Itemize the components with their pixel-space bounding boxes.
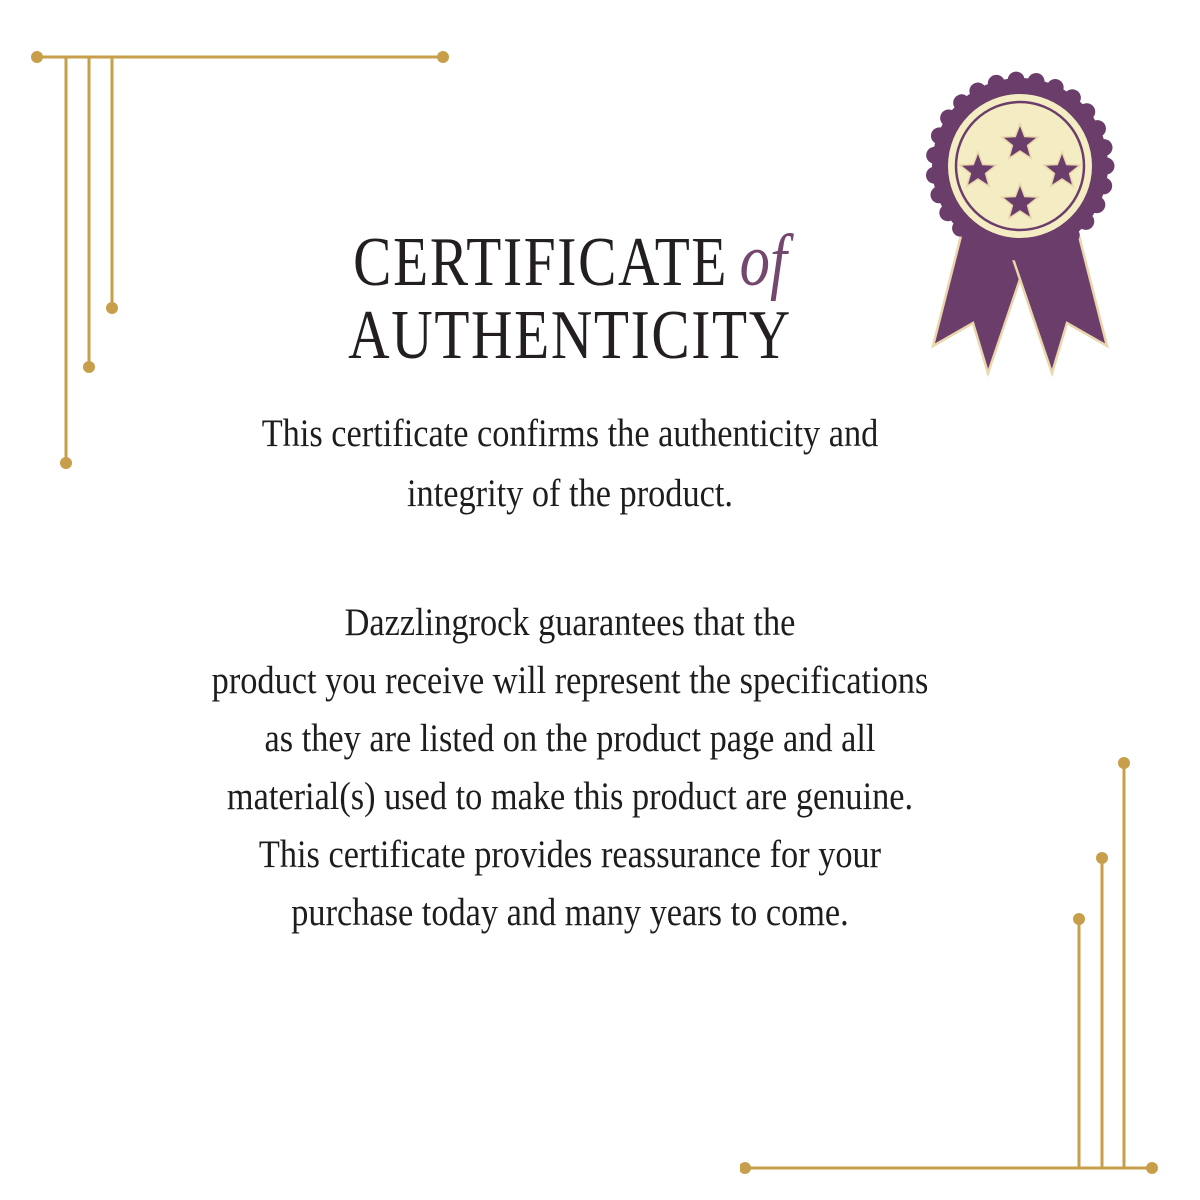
guarantee-line: This certificate provides reassurance for your [258, 833, 882, 876]
guarantee-line: material(s) used to make this product are genuine. [226, 775, 914, 818]
title-word-of: of [739, 220, 787, 302]
guarantee-line: Dazzlingrock guarantees that the [344, 601, 796, 644]
guarantee-line: as they are listed on the product page and all [264, 717, 876, 760]
page-title [103, 220, 1038, 374]
guarantee-line: product you receive will represent the specifications [211, 659, 929, 702]
guarantee-line: purchase today and many years to come. [291, 891, 849, 934]
title-word-certificate: CERTIFICATE [353, 224, 729, 301]
intro-paragraph [68, 404, 1071, 524]
intro-line: integrity of the product. [407, 472, 733, 515]
title-word-authenticity: AUTHENTICITY [348, 297, 792, 374]
guarantee-paragraph [68, 594, 1071, 942]
intro-line: This certificate confirms the authenticity and [261, 412, 879, 455]
title-line-1 [103, 220, 1038, 302]
